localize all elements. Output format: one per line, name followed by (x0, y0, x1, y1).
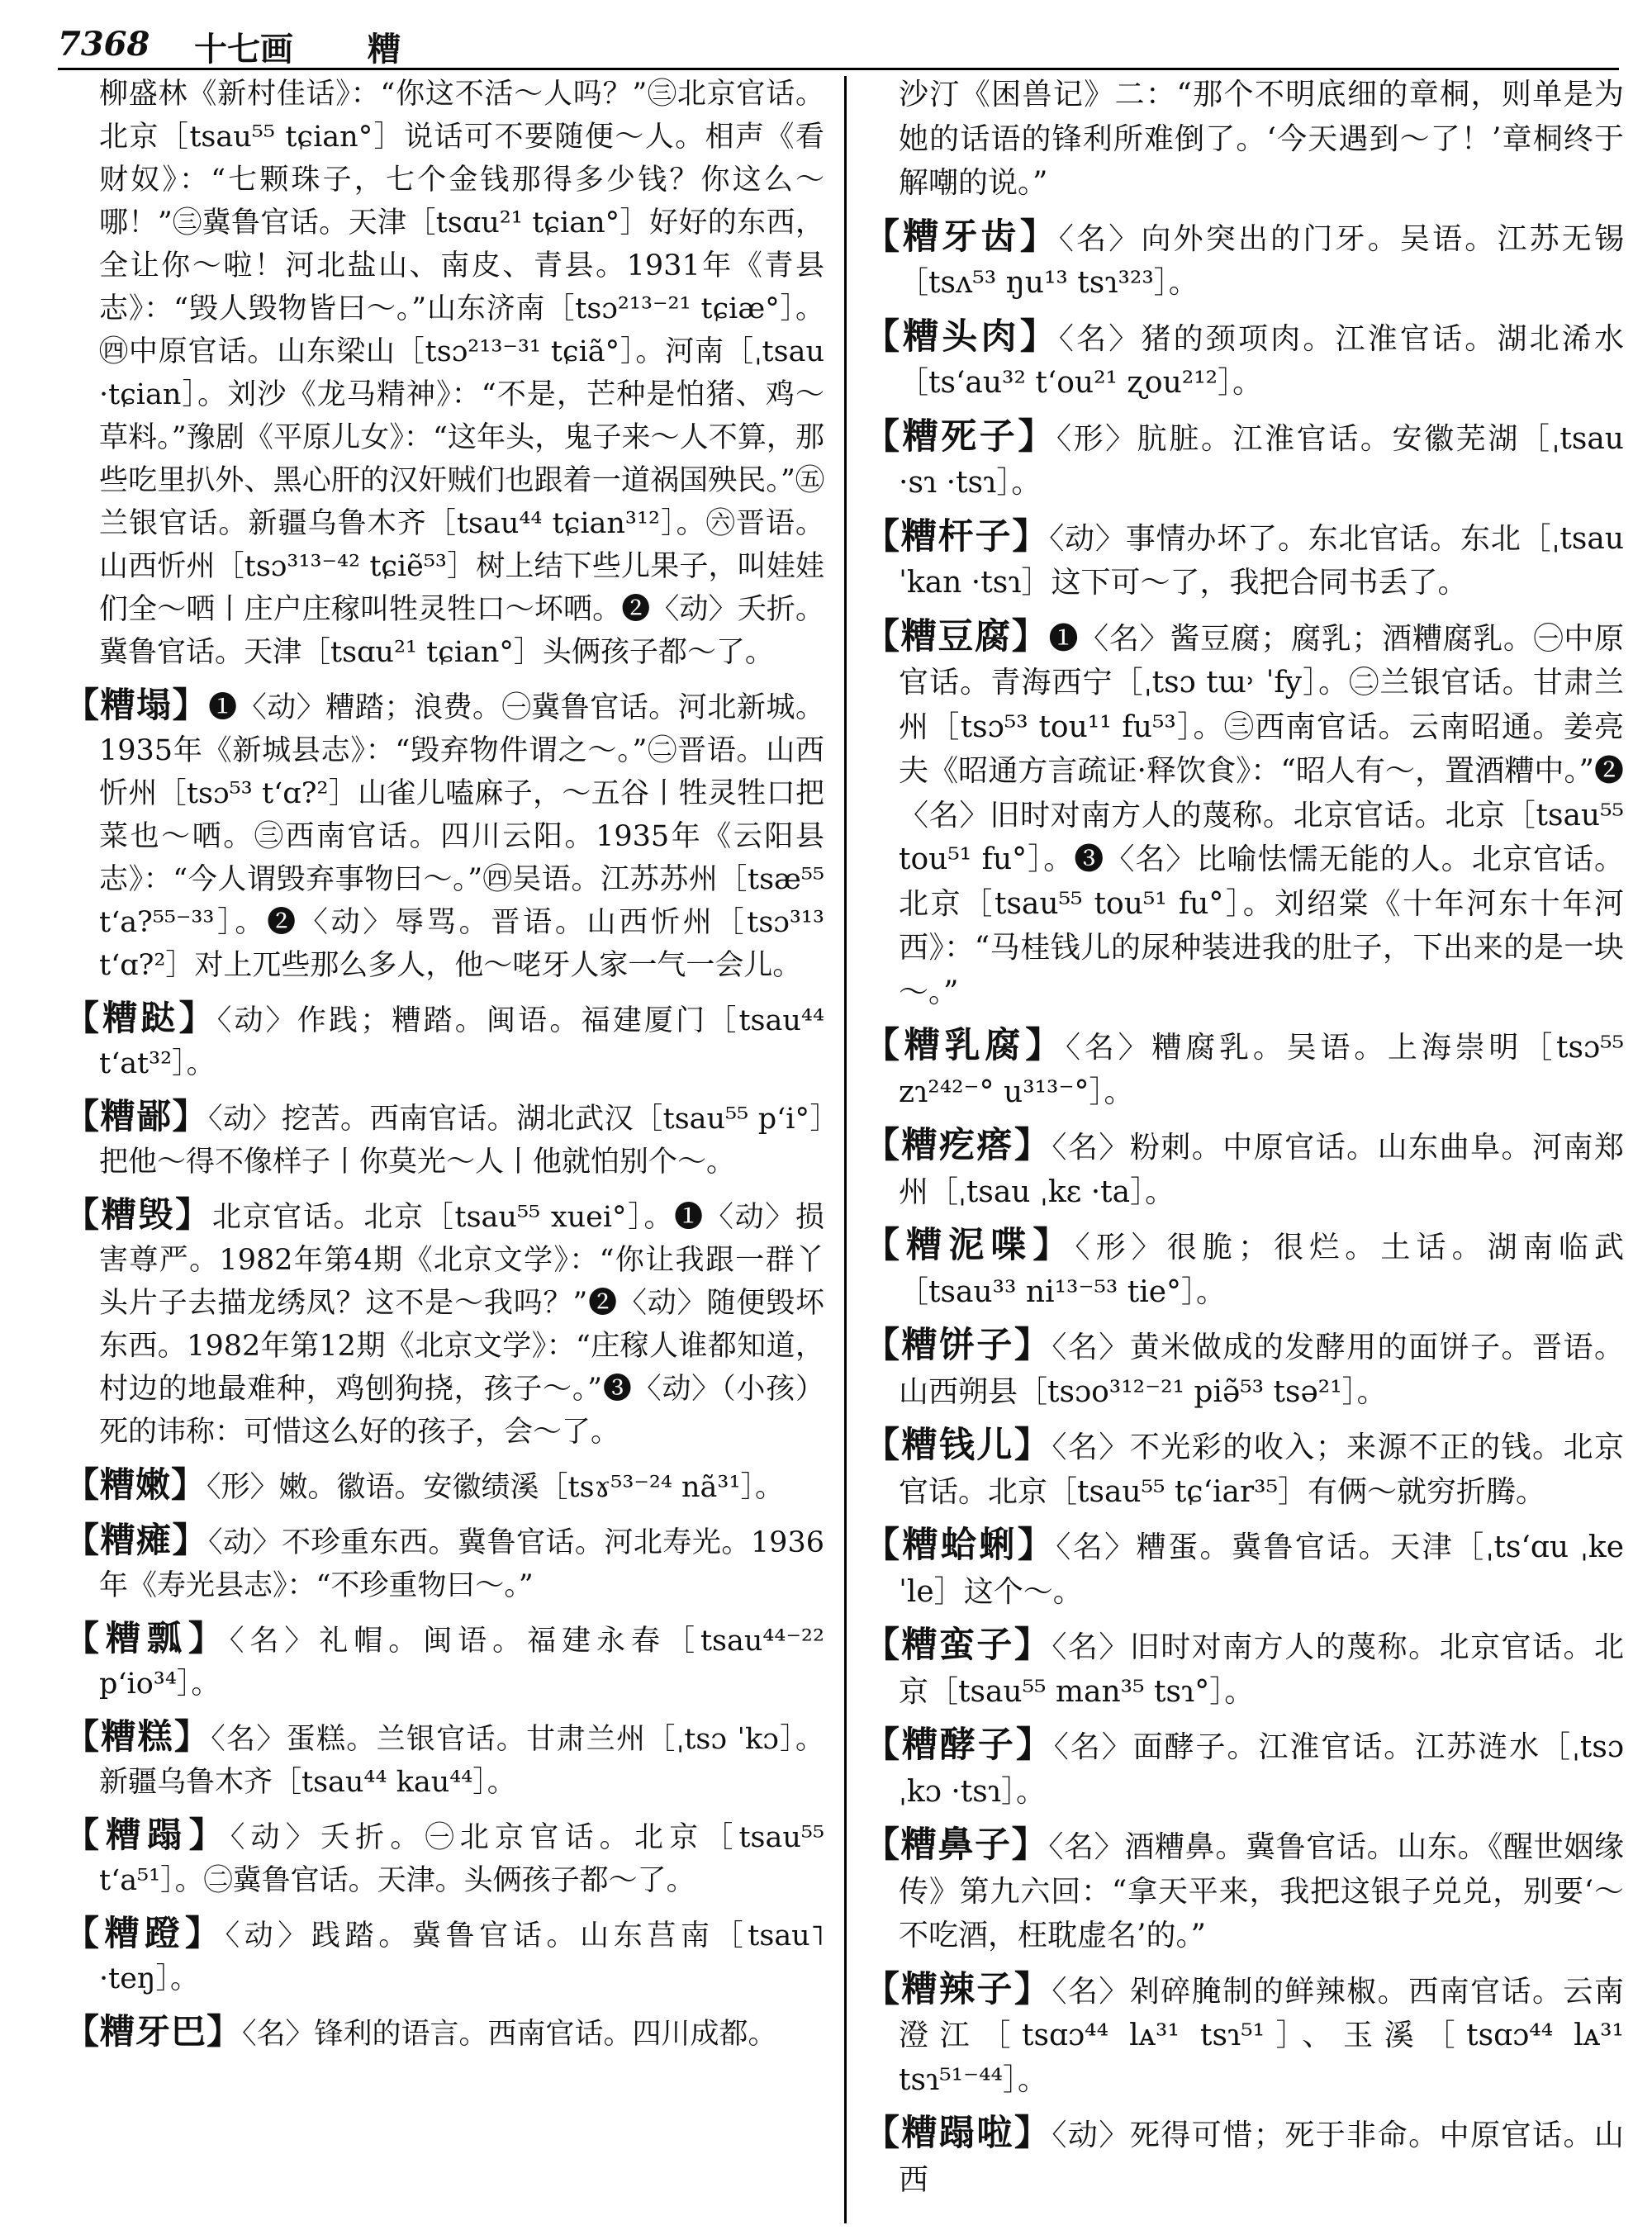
entry-headword: 【糟死子】 (864, 415, 1056, 458)
entry-definition: 柳盛林《新村佳话》：“你这不活～人吗？”㊂北京官话。北京［tsau⁵⁵ tɕian°］说话可不要随便～人。相声《看财奴》：“七颗珠子，七个金钱那得多少钱？你这么～哪！”㊂冀鲁官话。天津［tsɑu²¹ tɕian°］好好的东西，全让你～啦！河北盐山、南皮、青县。1931年《青县志》：“毁人毁物皆曰～。”山东济南［tsɔ²¹³⁻²¹ tɕiæ°］。㊃中原官话。山东梁山［tsɔ²¹³⁻³¹ tɕiã°］。河南［ˌtsau ·tɕian］。刘沙《龙马精神》：“不是，芒种是怕猪、鸡～草料。”豫剧《平原儿女》：“这年头，鬼子来～人不算，那些吃里扒外、黑心肝的汉奸贼们也跟着一道祸国殃民。”㊄兰银官话。新疆乌鲁木齐［tsau⁴⁴ tɕian³¹²］。㊅晋语。山西忻州［tsɔ³¹³⁻⁴² tɕiẽ⁵³］树上结下些儿果子，叫娃娃们全～哂丨庄户庄稼叫牲灵牲口～坏哂。❷〈动〉夭折。冀鲁官话。天津［tsɑu²¹ tɕian°］头俩孩子都～了。 (99, 78, 824, 669)
entry-headword: 【糟牙齿】 (864, 216, 1059, 258)
dictionary-entry (864, 1424, 1624, 1514)
dictionary-entry (864, 1824, 1624, 1958)
entry-definition: 〈形〉肮脏。江淮官话。安徽芜湖［ˌtsau ·sɿ ·tsɿ］。 (899, 421, 1624, 500)
entry-definition: 〈动〉不珍重东西。冀鲁官话。河北寿光。1936年《寿光县志》：“不珍重物曰～。” (99, 1526, 824, 1602)
right-column (864, 73, 1624, 2212)
dictionary-entry (64, 1464, 824, 1509)
entry-definition: 〈动〉践踏。冀鲁官话。山东莒南［tsau˥ ·teŋ］。 (99, 1919, 824, 1995)
entry-headword: 【糟泥喋】 (864, 1225, 1075, 1266)
dictionary-entry (64, 997, 824, 1085)
page-number: 7368 (58, 25, 150, 64)
entry-continuation (64, 73, 824, 674)
entry-headword: 【糟头肉】 (864, 316, 1059, 358)
entry-headword: 【糟糕】 (64, 1716, 211, 1757)
entry-definition: 〈动〉作践；糟踏。闽语。福建厦门［tsau⁴⁴ t‘at³²］。 (99, 1004, 824, 1080)
entry-definition: 〈名〉剁碎腌制的鲜辣椒。西南官话。云南澄江［tsɑɔ⁴⁴ lᴀ³¹ tsɿ⁵¹］、玉溪［tsɑɔ⁴⁴ lᴀ³¹ tsɿ⁵¹⁻⁴⁴］。 (899, 1974, 1624, 2097)
entry-headword: 【糟豆腐】 (864, 615, 1049, 657)
entry-headword: 【糟钱儿】 (864, 1425, 1052, 1466)
entry-definition: 〈名〉猪的颈项肉。江淮官话。湖北浠水［ts‘au³² t‘ou²¹ ʐou²¹²］。 (899, 321, 1624, 400)
dictionary-entry (864, 1968, 1624, 2103)
entry-definition: 〈形〉嫩。徽语。安徽绩溪［tsɤ⁵³⁻²⁴ nã³¹］。 (206, 1471, 784, 1504)
dictionary-entry (64, 1617, 824, 1706)
entry-definition: 〈名〉不光彩的收入；来源不正的钱。北京官话。北京［tsau⁵⁵ tɕ‘iar³⁵］有俩～就穷折腾。 (899, 1431, 1624, 1509)
header-keyword: 糟 (368, 30, 401, 69)
dictionary-entry (64, 1095, 824, 1184)
entry-headword: 【糟嫩】 (64, 1464, 207, 1505)
dictionary-entry (64, 2010, 824, 2056)
dictionary-entry (864, 316, 1624, 406)
entry-headword: 【糟瓢】 (64, 1618, 230, 1658)
dictionary-entry (64, 1814, 824, 1902)
entry-headword: 【糟乳腐】 (864, 1025, 1066, 1066)
entry-definition: 〈名〉糟蛋。冀鲁官话。天津［ˌts‘ɑu ˌke ˈle］这个～。 (899, 1530, 1624, 1609)
dictionary-entry (864, 515, 1624, 605)
entry-headword: 【糟蹋啦】 (864, 2113, 1052, 2154)
entry-definition: 〈名〉粉刺。中原官话。山东曲阜。河南郑州［ˌtsau ˌkɛ ·ta］。 (899, 1131, 1624, 1209)
entry-definition: 〈名〉向外突出的门牙。吴语。江苏无锡［tsʌ⁵³ ŋu¹³ tsɿ³²³］。 (899, 221, 1624, 300)
entry-headword: 【糟蹋】 (64, 1815, 230, 1855)
dictionary-entry (864, 1024, 1624, 1114)
entry-definition: 〈名〉礼帽。闽语。福建永春［tsau⁴⁴⁻²² p‘io³⁴］。 (99, 1625, 824, 1701)
entry-definition: 〈名〉旧时对南方人的蔑称。北京官话。北京［tsau⁵⁵ man³⁵ tsɿ°］。 (899, 1630, 1624, 1709)
dictionary-entry (864, 2112, 1624, 2202)
dictionary-entry (864, 1724, 1624, 1814)
entry-definition: ❶〈名〉酱豆腐；腐乳；酒糟腐乳。㊀中原官话。青海西宁［ˌtsɔ tɯ˒ ˈfy］。㊁兰银官话。甘肃兰州［tsɔ⁵³ tou¹¹ fu⁵³］。㊂西南官话。云南昭通。姜亮夫《昭通方言疏证·释饮食》：“昭人有～，置酒糟中。”❷〈名〉旧时对南方人的蔑称。北京官话。北京［tsau⁵⁵ tou⁵¹ fu°］。❸〈名〉比喻怯懦无能的人。北京官话。北京［tsau⁵⁵ tou⁵¹ fu°］。刘绍棠《十年河东十年河西》：“马桂钱儿的尿种装进我的肚子，下出来的是一块～。” (899, 621, 1624, 1009)
entry-headword: 【糟跶】 (64, 998, 217, 1038)
dictionary-entry (864, 1124, 1624, 1214)
entry-headword: 【糟鼻子】 (864, 1824, 1049, 1866)
entry-definition: 〈名〉面酵子。江淮官话。江苏涟水［ˌtsɔ ˌkɔ ·tsɿ］。 (899, 1730, 1624, 1809)
entry-headword: 【糟蹬】 (64, 1913, 225, 1953)
entry-definition: 北京官话。北京［tsau⁵⁵ xuei°］。❶〈动〉损害尊严。1982年第4期《北京文学》：“你让我跟一群丫头片子去描龙绣凤？这不是～我吗？”❷〈动〉随便毁坏东西。1982年第12期《北京文学》：“庄稼人谁都知道，村边的地最难种，鸡刨狗挠，孩子～。”❸〈动〉（小孩）死的讳称：可惜这么好的孩子，会～了。 (99, 1201, 824, 1449)
entry-headword: 【糟蛤蜊】 (864, 1525, 1056, 1566)
column-divider (844, 76, 847, 2223)
entry-definition: 〈形〉很脆；很烂。土话。湖南临武［tsau³³ ni¹³⁻⁵³ tie°］。 (899, 1231, 1624, 1309)
entry-headword: 【糟疙瘩】 (864, 1125, 1052, 1166)
entry-definition: 〈名〉糟腐乳。吴语。上海崇明［tsɔ⁵⁵ zɿ²⁴²⁻° u³¹³⁻°］。 (899, 1031, 1625, 1109)
section-title: 十七画 (194, 30, 293, 69)
entry-headword: 【糟辣子】 (864, 1968, 1052, 2010)
entry-definition: 〈动〉死得可惜；死于非命。中原官话。山西 (899, 2118, 1624, 2197)
entry-headword: 【糟牙巴】 (64, 2011, 243, 2052)
entry-definition: 〈名〉锋利的语言。西南官话。四川成都。 (242, 2018, 777, 2051)
entry-headword: 【糟饼子】 (864, 1325, 1052, 1366)
page-header (58, 21, 1627, 73)
dictionary-entry (864, 1224, 1624, 1314)
entry-definition: 〈名〉黄米做成的发酵用的面饼子。晋语。山西朔县［tsɔo³¹²⁻²¹ piə̃⁵³ tsə²¹］。 (899, 1331, 1624, 1409)
left-column (64, 73, 824, 2066)
entry-headword: 【糟杆子】 (864, 515, 1050, 558)
entry-definition: ❶〈动〉糟踏；浪费。㊀冀鲁官话。河北新城。1935年《新城县志》：“毁弃物件谓之～。”㊁晋语。山西忻州［tsɔ⁵³ t‘ɑ?²］山雀儿嗑麻子，～五谷丨牲灵牲口把菜也～哂。㊂西南官话。四川云阳。1935年《云阳县志》：“今人谓毁弃事物曰～。”㊃吴语。江苏苏州［tsæ⁵⁵ t‘a?⁵⁵⁻³³］。❷〈动〉辱骂。晋语。山西忻州［tsɔ³¹³ t‘ɑ?²］对上兀些那么多人，他～咾牙人家一气一会儿。 (99, 691, 824, 982)
dictionary-entry (864, 216, 1624, 306)
entry-definition: 〈动〉挖苦。西南官话。湖北武汉［tsau⁵⁵ p‘i°］把他～得不像样子丨你莫光～人丨他就怕别个～。 (99, 1103, 824, 1179)
dictionary-entry (64, 1519, 824, 1607)
entry-definition: 〈动〉事情办坏了。东北官话。东北［ˌtsau ˈkan ·tsɿ］这下可～了，我把合同书丢了。 (899, 521, 1625, 600)
entry-headword: 【糟毁】 (64, 1194, 212, 1235)
dictionary-entry (64, 1193, 824, 1454)
entry-headword: 【糟蛮子】 (864, 1625, 1052, 1666)
entry-headword: 【糟酵子】 (864, 1725, 1054, 1766)
entry-definition: 〈名〉酒糟鼻。冀鲁官话。山东。《醒世姻缘传》第九六回：“拿天平来，我把这银子兑兑，别要‘～不吃酒，枉耽虚名’的。” (899, 1830, 1624, 1952)
entry-continuation (864, 73, 1624, 206)
header-rule (58, 68, 1619, 70)
entry-definition: 〈动〉夭折。㊀北京官话。北京［tsau⁵⁵ t‘a⁵¹］。㊁冀鲁官话。天津。头俩孩子都～了。 (99, 1821, 824, 1897)
dictionary-entry (864, 1624, 1624, 1714)
entry-definition: 〈名〉蛋糕。兰银官话。甘肃兰州［ˌtsɔ ˈkɔ］。新疆乌鲁木齐［tsau⁴⁴ kau⁴⁴］。 (99, 1723, 824, 1799)
dictionary-entry (64, 1912, 824, 2000)
dictionary-entry (864, 1524, 1624, 1614)
dictionary-entry (864, 415, 1624, 505)
dictionary-entry (64, 1715, 824, 1804)
entry-definition: 沙汀《困兽记》二：“那个不明底细的章桐，则单是为她的话语的锋利所难倒了。‘今天遇到～了！’章桐终于解嘲的说。” (899, 78, 1624, 200)
entry-headword: 【糟鄙】 (64, 1096, 209, 1136)
dictionary-entry (64, 684, 824, 987)
dictionary-entry (864, 615, 1624, 1015)
dictionary-entry (864, 1324, 1624, 1414)
entry-headword: 【糟塌】 (64, 685, 209, 725)
entry-headword: 【糟瘫】 (64, 1520, 208, 1560)
